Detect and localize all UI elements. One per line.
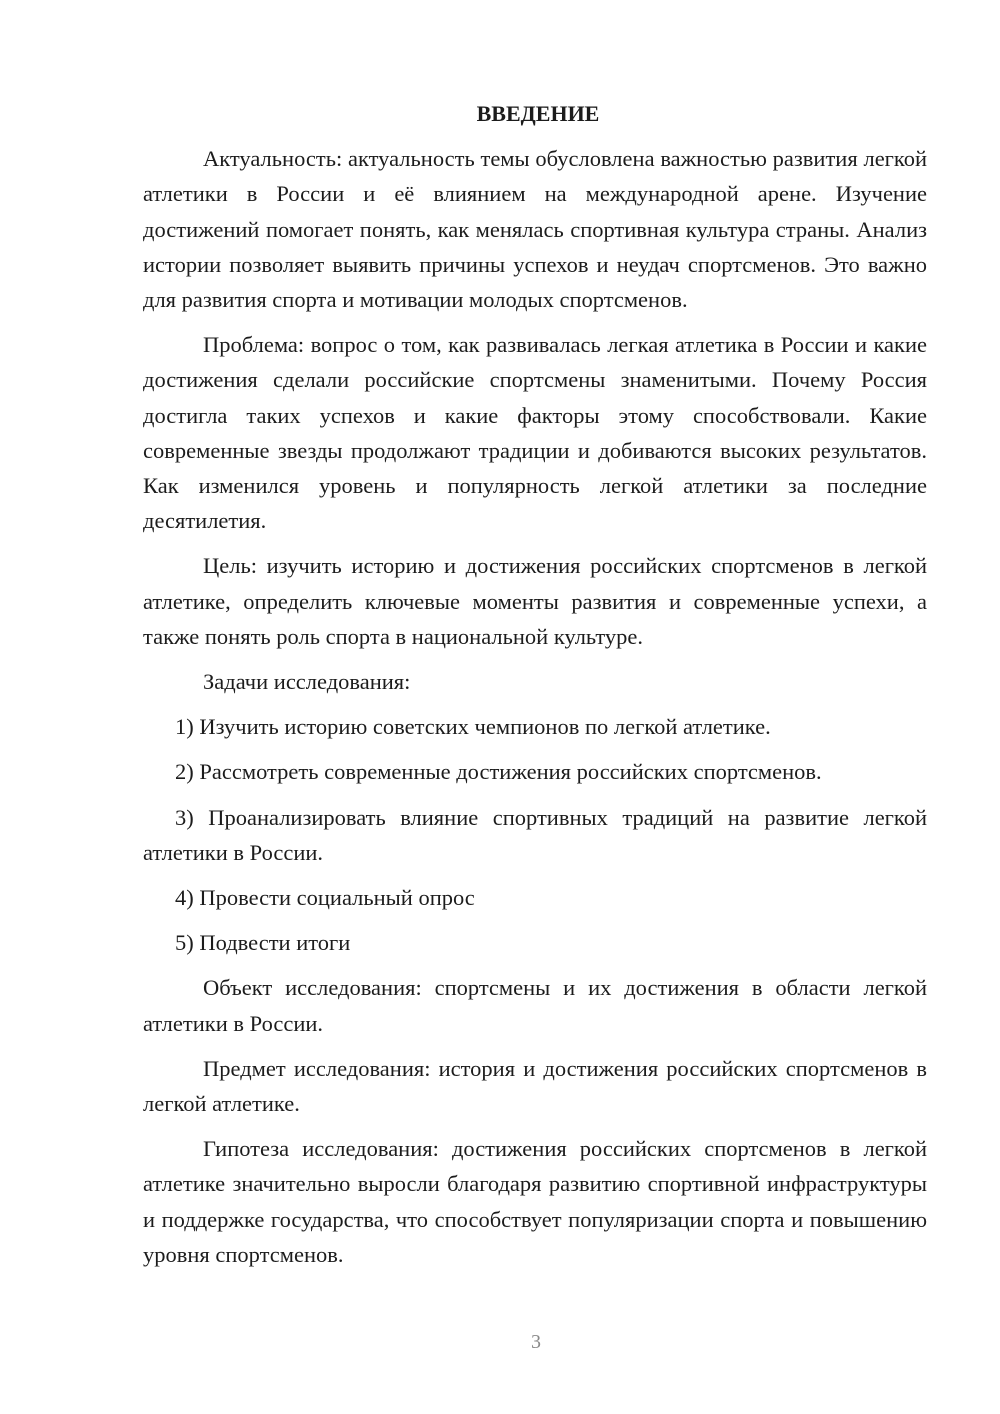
task-item-2: 2) Рассмотреть современные достижения российских спортсменов. xyxy=(175,759,822,785)
document-page xyxy=(143,96,927,1272)
task-item-4: 4) Провести социальный опрос xyxy=(175,885,475,911)
goal-paragraph: Цель: изучить историю и достижения российских спортсменов в легкой атлетике, определить ключевые моменты развития и современные успехи, а также понять роль спорта в национальной культуре. xyxy=(143,553,927,649)
object-paragraph: Объект исследования: спортсмены и их достижения в области легкой атлетики в России. xyxy=(143,975,927,1036)
hypothesis-paragraph: Гипотеза исследования: достижения российских спортсменов в легкой атлетике значительно выросли благодаря развитию спортивной инфраструктуры и поддержке государства, что способствует популяризации спорта и повышению уровня спортсменов. xyxy=(143,1136,927,1267)
tasks-heading: Задачи исследования: xyxy=(203,669,411,695)
page-title: ВВЕДЕНИЕ xyxy=(476,101,600,126)
subject-paragraph: Предмет исследования: история и достижения российских спортсменов в легкой атлетике. xyxy=(143,1055,927,1117)
task-item-1: 1) Изучить историю советских чемпионов по легкой атлетике. xyxy=(175,714,771,740)
task-item-3: 3) Проанализировать влияние спортивных традиций на развитие легкой атлетики в России. xyxy=(143,804,927,865)
problem-paragraph: Проблема: вопрос о том, как развивалась легкая атлетика в России и какие достижения сделали российские спортсмены знаменитыми. Почему Россия достигла таких успехов и какие факторы этому способствовали. Какие современные звезды продолжают традиции и добиваются высоких результатов. Как изменился уровень и популярность легкой атлетики за последние десятилетия. xyxy=(143,332,927,534)
page-number: 3 xyxy=(531,1331,541,1353)
relevance-paragraph: Актуальность: актуальность темы обусловлена важностью развития легкой атлетики в России и её влиянием на международной арене. Изучение достижений помогает понять, как менялась спортивная культура страны. Анализ истории позволяет выявить причины успехов и неудач спортсменов. Это важно для развития спорта и мотивации молодых спортсменов. xyxy=(143,146,927,313)
task-item-5: 5) Подвести итоги xyxy=(175,930,351,956)
